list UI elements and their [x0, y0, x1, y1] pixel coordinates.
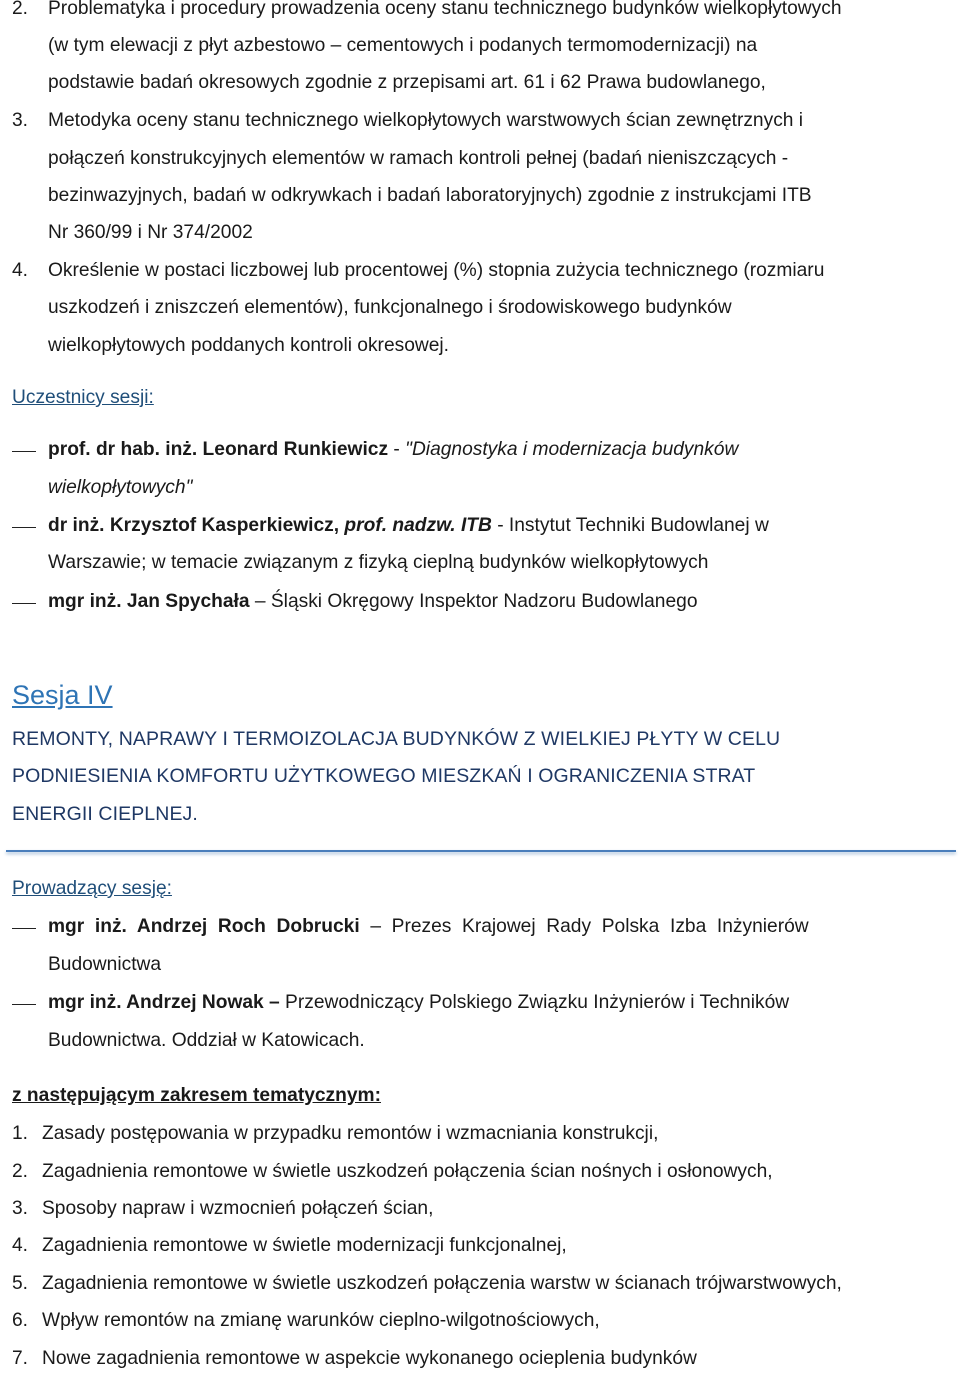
paragraph-line: uszkodzeń i zniszczeń elementów), funkcjonalnego i środowiskowego budynków	[48, 297, 732, 318]
paragraph-line: wielkopłytowych poddanych kontroli okresowej.	[48, 335, 450, 356]
list-item	[12, 1234, 567, 1258]
list-number: 4.	[12, 1235, 29, 1256]
list-number: 6.	[12, 1310, 29, 1331]
chair-2	[48, 991, 789, 1015]
paragraph-line: (w tym elewacji z płyt azbestowo – cementowych i podanych termomodernizacji) na	[48, 35, 758, 56]
dash-bullet	[12, 451, 36, 452]
paragraph-line: Metodyka oceny stanu technicznego wielkopłytowych warstwowych ścian zewnętrznych i	[48, 110, 804, 131]
paragraph-line: Nr 360/99 i Nr 374/2002	[48, 222, 253, 243]
list-item	[12, 1347, 697, 1371]
participant-3	[48, 590, 698, 614]
list-text: Wpływ remontów na zmianę warunków cieplno-wilgotnościowych,	[42, 1310, 600, 1331]
participant-affiliation: – Śląski Okręgowy Inspektor Nadzoru Budowlanego	[249, 591, 698, 612]
list-text: Zagadnienia remontowe w świetle uszkodzeń połączenia warstw w ścianach trójwarstwowych,	[42, 1273, 842, 1294]
participant-topic-line2: wielkopłytowych"	[48, 477, 193, 498]
participants-heading: Uczestnicy sesji:	[12, 387, 154, 408]
participant-name: dr inż. Krzysztof Kasperkiewicz,	[48, 515, 340, 536]
list-number: 2.	[12, 1161, 29, 1182]
paragraph-line: bezinwazyjnych, badań w odkrywkach i badań laboratoryjnych) zgodnie z instrukcjami ITB	[48, 185, 812, 206]
list-text: Zagadnienia remontowe w świetle modernizacji funkcjonalnej,	[42, 1235, 567, 1256]
list-item	[12, 1272, 842, 1296]
session-heading-line: ENERGII CIEPLNEJ.	[12, 803, 198, 825]
chair-role-line2: Budownictwa	[48, 954, 162, 975]
list-number: 2.	[12, 0, 29, 19]
list-number: 5.	[12, 1273, 29, 1294]
participant-affiliation-line2: Warszawie; w temacie związanym z fizyką cieplną budynków wielkopłytowych	[48, 552, 709, 573]
chair-role-line2: Budownictwa. Oddział w Katowicach.	[48, 1030, 365, 1051]
list-number: 3.	[12, 1198, 29, 1219]
chair-role: – Prezes Krajowej Rady Polska Izba Inżynierów	[359, 916, 809, 937]
paragraph-line: Określenie w postaci liczbowej lub procentowej (%) stopnia zużycia technicznego (rozmiaru	[48, 260, 825, 281]
dash-bullet	[12, 928, 36, 929]
dash-bullet	[12, 527, 36, 528]
list-number: 4.	[12, 260, 29, 281]
list-item	[12, 1309, 600, 1333]
list-text: Zagadnienia remontowe w świetle uszkodzeń połączenia ścian nośnych i osłonowych,	[42, 1161, 773, 1182]
paragraph-line: Problematyka i procedury prowadzenia oceny stanu technicznego budynków wielkopłytowych	[48, 0, 842, 19]
dash-bullet	[12, 1004, 36, 1005]
participant-2	[48, 514, 769, 538]
dash-bullet	[12, 603, 36, 604]
list-item	[12, 1122, 658, 1146]
separator: -	[388, 439, 406, 460]
list-text: Sposoby napraw i wzmocnień połączeń ścian,	[42, 1198, 434, 1219]
chair-name: mgr inż. Andrzej Nowak –	[48, 992, 280, 1013]
session-heading-line: REMONTY, NAPRAWY I TERMOIZOLACJA BUDYNKÓW Z WIELKIEJ PŁYTY W CELU	[12, 728, 781, 750]
session-heading-line: PODNIESIENIA KOMFORTU UŻYTKOWEGO MIESZKAŃ I OGRANICZENIA STRAT	[12, 765, 756, 787]
paragraph-line: połączeń konstrukcyjnych elementów w ramach kontroli pełnej (badań nieniszczących -	[48, 148, 789, 169]
list-text: Zasady postępowania w przypadku remontów i wzmacniania konstrukcji,	[42, 1123, 659, 1144]
participant-degree: mgr inż	[48, 591, 117, 612]
session-title: Sesja IV	[12, 680, 113, 710]
participant-affiliation: - Instytut Techniki Budowlanej w	[491, 515, 769, 536]
list-number: 7.	[12, 1348, 29, 1369]
participant-name: . Jan Spychała	[116, 591, 250, 612]
scope-heading: z następującym zakresem tematycznym:	[12, 1085, 381, 1106]
paragraph-line: podstawie badań okresowych zgodnie z przepisami art. 61 i 62 Prawa budowlanego,	[48, 72, 766, 93]
participant-name: prof. dr hab. inż. Leonard Runkiewicz	[48, 439, 389, 460]
participant-topic: "Diagnostyka i modernizacja budynków	[405, 439, 739, 460]
list-item	[12, 1197, 433, 1221]
chair-name: mgr inż. Andrzej Roch Dobrucki	[48, 916, 360, 937]
chair-role: Przewodniczący Polskiego Związku Inżynierów i Techników	[279, 992, 790, 1013]
list-number: 1.	[12, 1123, 29, 1144]
chairs-heading: Prowadzący sesję:	[12, 878, 172, 899]
section-divider	[6, 850, 956, 852]
list-number: 3.	[12, 110, 29, 131]
list-item	[12, 1160, 773, 1184]
chair-1	[48, 915, 809, 939]
participant-1	[48, 438, 738, 462]
participant-title: prof. nadzw. ITB	[339, 515, 492, 536]
list-text: Nowe zagadnienia remontowe w aspekcie wykonanego ocieplenia budynków	[42, 1348, 697, 1369]
